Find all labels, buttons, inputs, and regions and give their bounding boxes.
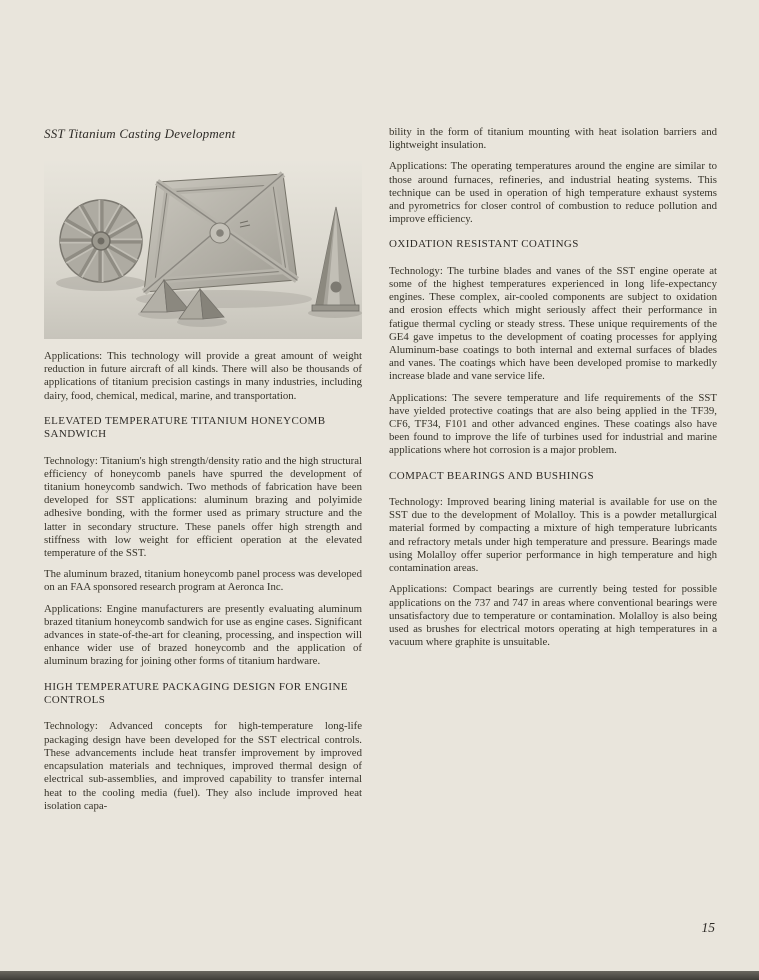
paragraph-packaging-technology: Technology: Advanced concepts for high-temperature long-life packaging design have been developed for the SST electrical controls. These advancements include heat transfer improvement by improved encapsulation materials and techniques, improved thermal design of electrical sub-assemblies, and improved capability to transfer internal heat to the cooling media (fuel). They also include improved heat isolation capa- [44, 720, 362, 812]
impeller-casting [60, 200, 142, 282]
page-number: 15 [701, 920, 715, 935]
article-title: SST Titanium Casting Development [44, 126, 236, 141]
heading-compact-bearings: COMPACT BEARINGS AND BUSHINGS [389, 469, 595, 482]
castings-photo-art [44, 161, 362, 339]
left-column [44, 126, 362, 821]
paragraph-oxidation-technology: Technology: The turbine blades and vanes of the SST engine operate at some of the highest temperatures experienced in long life-expectancy engines. These complex, air-cooled components are subject to oxidation and erosion effects which might seriously affect their performance in fatigue thermal cycling or steady stress. These unique requirements of the GE4 gave impetus to the development of coating processes for applying Aluminum-base coatings to both internal and external surfaces of blades and vanes. The coatings which have been developed promise to markedly increase blade and vane service life. [389, 264, 717, 383]
paragraph-casting-applications: Applications: This technology will provide a great amount of weight reduction in future aircraft of all kinds. There will also be thousands of applications of titanium precision castings in many industries, including dairy, food, chemical, medical, marine, and transportation. [44, 350, 362, 402]
paragraph-bearings-technology: Technology: Improved bearing lining material is available for use on the SST due to the development of Molalloy. This is a powder metallurgical material formed by compacting a mixture of high temperature lubricants and refractory metals under high temperature and pressure. Bearings made using Molalloy offer superior performance in high temperature and high contamination areas. [389, 496, 717, 575]
heading-honeycomb-sandwich: ELEVATED TEMPERATURE TITANIUM HONEYCOMB SANDWICH [44, 414, 326, 441]
paragraph-honeycomb-development: The aluminum brazed, titanium honeycomb panel process was developed on an FAA sponsored research program at Aeronca Inc. [44, 568, 362, 594]
paragraph-honeycomb-applications: Applications: Engine manufacturers are presently evaluating aluminum brazed titanium honeycomb sandwich for use as engine cases. Significant advances in state-of-the-art for cleaning, processing, and inspection will enhance wider use of brazed honeycomb and the application of aluminum brazing for joining other forms of titanium hardware. [44, 602, 362, 668]
x-ribbed-plate-casting [144, 174, 297, 292]
paragraph-honeycomb-technology: Technology: Titanium's high strength/density ratio and the high structural efficiency of honeycomb panels have spurred the development of titanium honeycomb sandwich. Two methods of fabrication have been developed for SST applications: aluminum brazing and polyimide adhesive bonding, with the former used as primary structure and the latter in secondary structure. These panels offer high strength and stiffness with low weight for efficient operation at the elevated temperature of the SST. [44, 454, 362, 560]
paragraph-packaging-applications: Applications: The operating temperatures around the engine are similar to those around furnaces, refineries, and industrial heating systems. This technique can be used in operation of high temperature exhaust systems and pyrometrics for closer control of combustion to reduce pollution and improve efficiency. [389, 160, 717, 226]
paragraph-oxidation-applications: Applications: The severe temperature and life requirements of the SST have yielded protective coatings that are also being applied in the TF39, CF6, TF34, F101 and other advanced engines. These coatings also have been found to improve the life of turbines used for industrial and marine applications where hot corrosion is a major problem. [389, 391, 717, 457]
paragraph-packaging-continuation: bility in the form of titanium mounting with heat isolation barriers and lightweight insulation. [389, 126, 717, 152]
castings-photo [44, 161, 362, 339]
paragraph-bearings-applications: Applications: Compact bearings are currently being tested for possible applications on the 737 and 747 in areas where conventional bearings were unsatisfactory due to temperature or contamination. Molalloy is also being used as brushes for electrical motors operating at high temperatures in a vacuum where graphite is unsuitable. [389, 583, 717, 649]
heading-oxidation-coatings: OXIDATION RESISTANT COATINGS [389, 238, 579, 251]
heading-packaging-design: HIGH TEMPERATURE PACKAGING DESIGN FOR ENGINE CONTROLS [44, 680, 348, 707]
scan-bottom-edge [0, 971, 759, 980]
right-column [389, 126, 717, 657]
